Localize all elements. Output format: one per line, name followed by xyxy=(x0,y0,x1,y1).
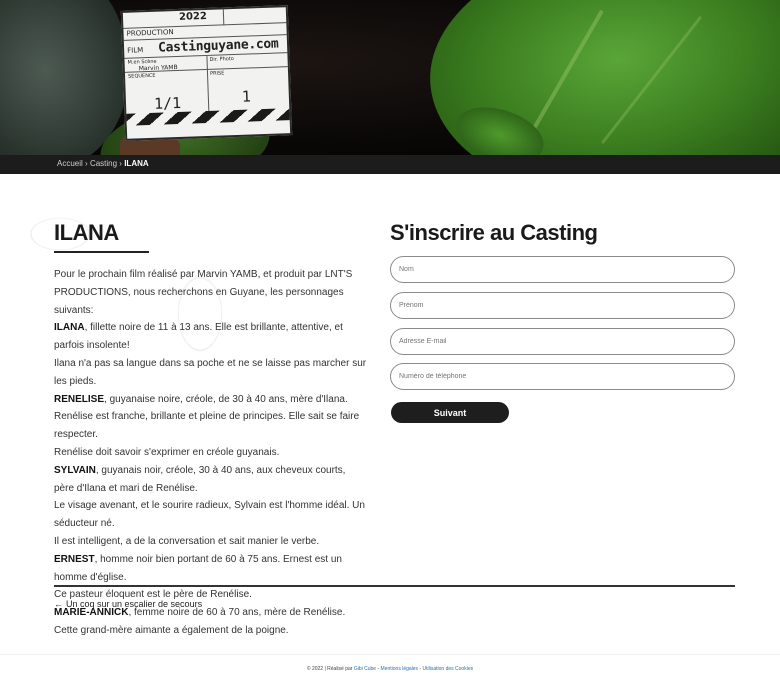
character-entry xyxy=(54,391,372,409)
clapper-year: 2022 xyxy=(178,10,208,23)
clapper-take-value: 1 xyxy=(241,87,252,106)
breadcrumb-separator: › xyxy=(119,159,122,168)
breadcrumb-casting-link[interactable]: Casting xyxy=(89,159,118,168)
character-name: ERNEST xyxy=(54,553,95,565)
clapper-director-label: M.en Scène xyxy=(127,58,157,66)
footer-cookies-link[interactable]: Utilisation des Cookies xyxy=(422,666,474,672)
character-desc: , guyanais noir, créole, 30 à 40 ans, aux cheveux courts, xyxy=(95,464,346,476)
footer xyxy=(0,654,780,683)
breadcrumb-current: ILANA xyxy=(124,159,149,168)
arrow-left-icon: ← xyxy=(54,599,63,609)
character-name: ILANA xyxy=(54,322,85,334)
clapper-film-value: Castinguyane.com xyxy=(157,36,279,56)
character-name: SYLVAIN xyxy=(54,464,96,476)
character-desc: , femme noire de 60 à 70 ans, mère de Renélise. xyxy=(128,607,346,619)
character-entry xyxy=(54,462,372,480)
previous-post-link[interactable] xyxy=(54,599,202,609)
next-button[interactable]: Suivant xyxy=(391,402,509,423)
character-line: Ce pasteur éloquent est le père de Renélise. xyxy=(54,589,252,601)
clapper-sequence-label: SEQUENCE xyxy=(127,72,156,80)
clapper-film-label: FILM xyxy=(127,46,144,55)
character-desc: , homme noir bien portant de 60 à 75 ans. Ernest est un homme d'église. xyxy=(54,553,342,583)
footer-credits xyxy=(0,666,780,672)
phone-field[interactable] xyxy=(390,363,735,390)
footer-legal-link[interactable]: Mentions légales xyxy=(380,666,419,672)
page-title: ILANA xyxy=(54,220,119,245)
clapper-sequence-value: 1/1 xyxy=(153,93,182,113)
main-content xyxy=(0,174,780,654)
character-desc: , fillette noire de 11 à 13 ans. Elle est brillante, attentive, et parfois insolente! xyxy=(54,322,343,352)
footer-separator: - xyxy=(377,666,380,672)
character-desc: , guyanaise noire, créole, de 30 à 40 ans, mère d'Ilana. xyxy=(104,393,348,405)
intro-text: Pour le prochain film réalisé par Marvin YAMB, et produit par LNT'S PRODUCTIONS, nous recherchons en Guyane, les personnages suivants: xyxy=(54,269,353,316)
firstname-field[interactable] xyxy=(390,292,735,319)
casting-description xyxy=(54,266,372,640)
title-underline xyxy=(54,251,149,253)
previous-post-title[interactable]: Un coq sur un escalier de secours xyxy=(66,599,203,609)
character-entry xyxy=(54,551,372,587)
clapper-photo-label: Dir. Photo xyxy=(209,56,234,63)
clapperboard xyxy=(121,5,292,141)
character-line: Ilana n'a pas sa langue dans sa poche et ne se laisse pas marcher sur les pieds. xyxy=(54,357,367,387)
clapper-production-label: PRODUCTION xyxy=(123,23,286,41)
breadcrumb-bar xyxy=(0,155,780,174)
character-line: Le visage avenant, et le sourire radieux, Sylvain est l'homme idéal. Un séducteur né. xyxy=(54,500,365,530)
footer-author-link[interactable]: Gibi Cube xyxy=(353,666,377,672)
character-entry xyxy=(54,319,372,355)
clapper-take-label: PRISE xyxy=(209,70,225,77)
clapper-director-value: Marvin YAMB xyxy=(138,64,178,73)
clapper-stripes xyxy=(126,108,289,126)
character-name: MARIE-ANNICK xyxy=(54,607,129,619)
form-title: S'inscrire au Casting xyxy=(390,220,598,245)
character-line: Cette grand-mère aimante a également de la poigne. xyxy=(54,624,289,636)
breadcrumb-separator: › xyxy=(85,159,88,168)
footer-copyright: © 2022 | Réalisé par xyxy=(306,666,353,672)
breadcrumb xyxy=(57,159,149,168)
footer-separator: - xyxy=(419,666,422,672)
character-name: RENELISE xyxy=(54,393,105,405)
breadcrumb-home-link[interactable]: Accueil xyxy=(57,159,83,168)
character-line: Il est intelligent, a de la conversation et sait manier le verbe. xyxy=(54,535,320,547)
character-line: Renélise doit savoir s'exprimer en créole guyanais. xyxy=(54,446,280,458)
hero-banner xyxy=(0,0,780,155)
name-field[interactable] xyxy=(390,256,735,283)
character-line: père d'Ilana et mari de Renélise. xyxy=(54,482,198,494)
email-field[interactable] xyxy=(390,328,735,355)
section-divider xyxy=(54,585,735,587)
character-line: Renélise est franche, brillante et pleine de principes. Elle sait se faire respecter. xyxy=(54,411,360,441)
